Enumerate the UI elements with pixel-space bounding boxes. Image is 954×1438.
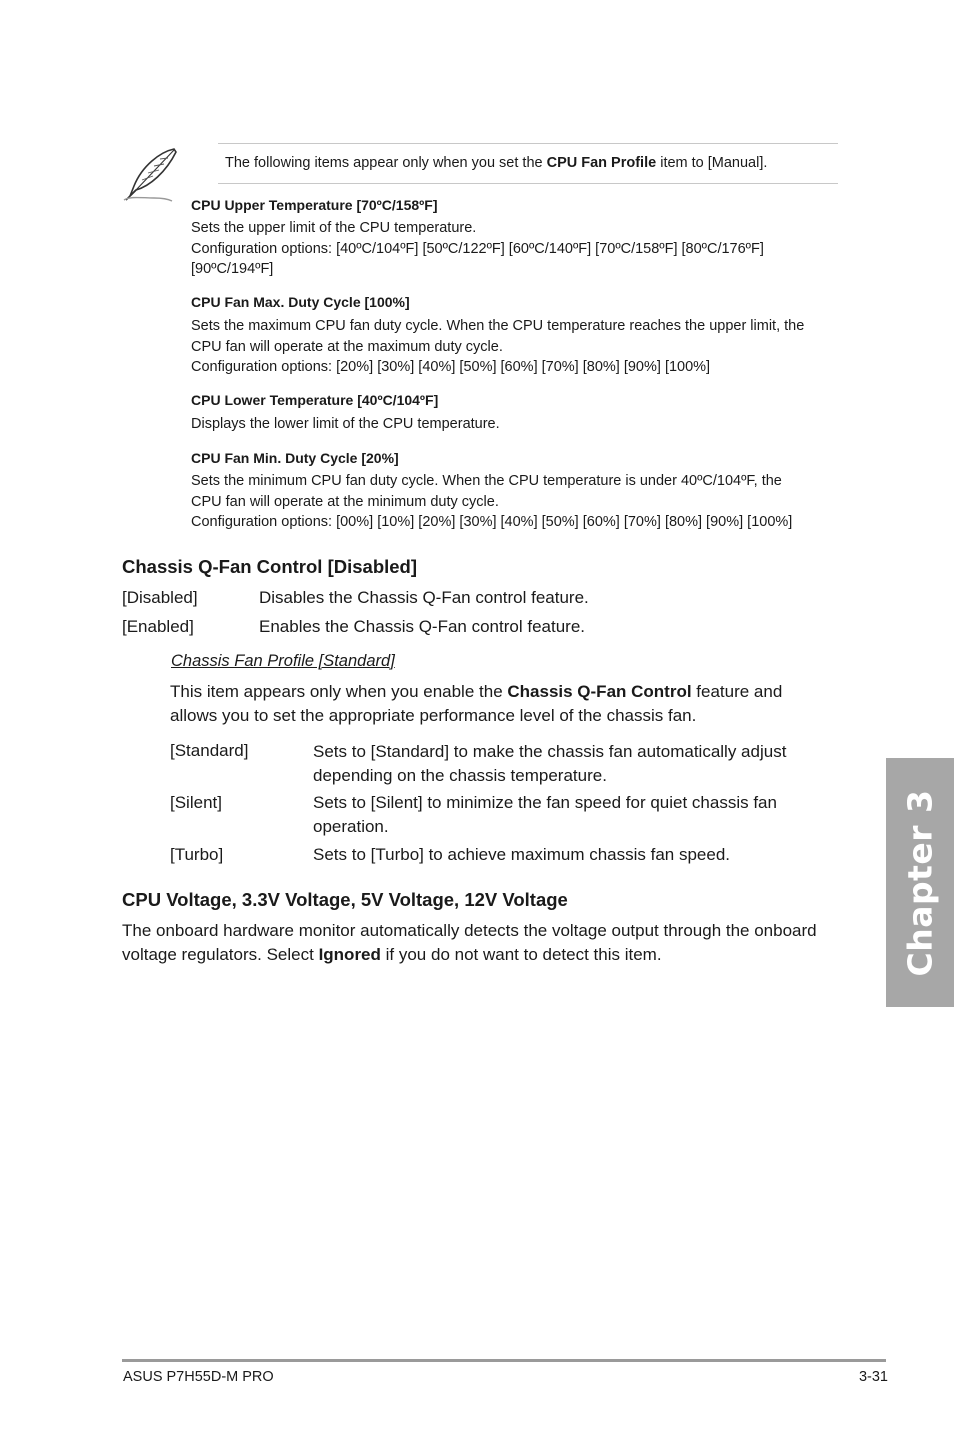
profile-option-key: [Silent] xyxy=(170,793,222,812)
profile-option-value: Sets to [Silent] to minimize the fan speed for quiet chassis fan operation. xyxy=(313,793,777,836)
footer-product-name: ASUS P7H55D-M PRO xyxy=(123,1369,274,1385)
chassis-qfan-heading: Chassis Q-Fan Control [Disabled] xyxy=(122,556,418,577)
cpu-fan-max-duty-desc: Sets the maximum CPU fan duty cycle. When the CPU temperature reaches the upper limit, the CPU fan will operate at the maximum duty cycle. Configuration options: [20%] [30%] [40%] [50%] [60%] [70%] [80%] [90%] [100%] xyxy=(191,318,805,375)
voltage-desc: The onboard hardware monitor automatically detects the voltage output through the onboard voltage regulators. Select Ignored if you do not want to detect this item. xyxy=(122,921,817,964)
note-bottom-rule xyxy=(218,183,838,184)
footer-page-number: 3-31 xyxy=(858,1369,888,1385)
chassis-option-value: Enables the Chassis Q-Fan control feature. xyxy=(259,617,585,636)
profile-option-key: [Standard] xyxy=(170,741,249,760)
chassis-option-key: [Disabled] xyxy=(122,588,198,607)
cpu-upper-temp-title: CPU Upper Temperature [70ºC/158ºF] xyxy=(191,197,438,213)
cpu-upper-temp-desc: Sets the upper limit of the CPU temperature. Configuration options: [40ºC/104ºF] [50ºC/122ºF] [60ºC/140ºF] [70ºC/158ºF] [80ºC/176ºF] [90ºC/194ºF] xyxy=(191,220,764,277)
cpu-fan-max-duty-title: CPU Fan Max. Duty Cycle [100%] xyxy=(191,294,410,310)
chapter-tab-label: Chapter 3 xyxy=(900,789,940,976)
profile-option-key: [Turbo] xyxy=(170,845,224,864)
cpu-lower-temp-title: CPU Lower Temperature [40ºC/104ºF] xyxy=(191,392,439,408)
chassis-fan-profile-desc: This item appears only when you enable the Chassis Q-Fan Control feature and allows you to set the appropriate performance level of the chassis fan. xyxy=(170,682,783,725)
profile-option-value: Sets to [Standard] to make the chassis fan automatically adjust depending on the chassis temperature. xyxy=(313,742,787,785)
voltage-heading: CPU Voltage, 3.3V Voltage, 5V Voltage, 12V Voltage xyxy=(122,889,568,910)
note-text: The following items appear only when you set the CPU Fan Profile item to [Manual]. xyxy=(225,155,768,171)
profile-option-value: Sets to [Turbo] to achieve maximum chassis fan speed. xyxy=(313,845,731,864)
chassis-option-value: Disables the Chassis Q-Fan control feature. xyxy=(259,588,589,607)
feather-pen-icon xyxy=(120,146,182,204)
footer-rule xyxy=(122,1359,886,1362)
cpu-fan-min-duty-title: CPU Fan Min. Duty Cycle [20%] xyxy=(191,450,399,466)
chassis-fan-profile-title: Chassis Fan Profile [Standard] xyxy=(171,652,395,670)
cpu-lower-temp-desc: Displays the lower limit of the CPU temperature. xyxy=(191,416,500,432)
chassis-option-key: [Enabled] xyxy=(122,617,194,636)
note-top-rule xyxy=(218,143,838,144)
cpu-fan-min-duty-desc: Sets the minimum CPU fan duty cycle. When the CPU temperature is under 40ºC/104ºF, the CPU fan will operate at the minimum duty cycle. Configuration options: [00%] [10%] [20%] [30%] [40%] [50%] [60%] [70%] [80%] [90%] [100%] xyxy=(191,473,793,530)
chapter-side-tab xyxy=(886,758,954,1007)
